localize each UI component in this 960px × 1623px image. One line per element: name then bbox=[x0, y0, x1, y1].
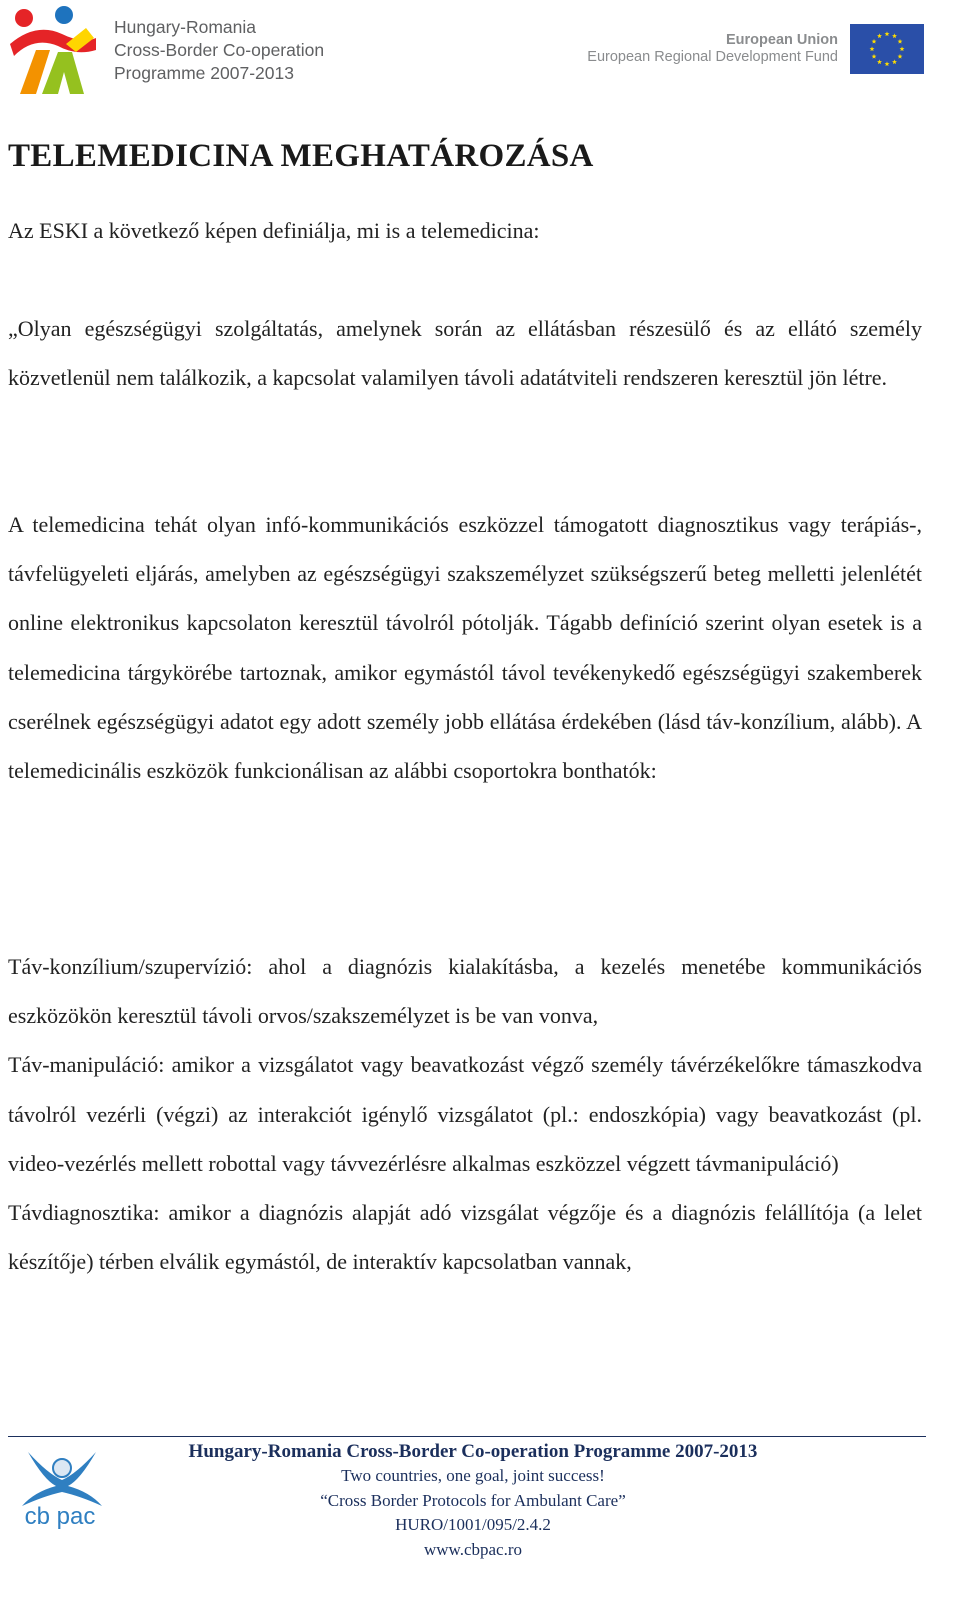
document-title: TELEMEDICINA MEGHATÁROZÁSA bbox=[8, 138, 594, 174]
cbpac-logo-text: cb pac bbox=[24, 1503, 96, 1530]
footer-divider bbox=[8, 1436, 926, 1437]
footer-url[interactable]: www.cbpac.ro bbox=[423, 1539, 523, 1559]
programme-line: Programme 2007-2013 bbox=[114, 63, 294, 83]
eu-name: European Union bbox=[726, 32, 838, 48]
category-item-telekonzilium: Táv-konzílium/szupervízió: ahol a diagnózis kialakításba, a kezelés menetébe kommunikációs eszközökön keresztül távoli orvos/szakszemélyzet is be van vonva, bbox=[8, 954, 922, 1029]
category-item-tavdiagnosztika: Távdiagnosztika: amikor a diagnózis alapját adó vizsgálat végzője és a diagnózis felállítója (a lelet készítője) térben elválik egymástól, de interaktív kapcsolatban vannak, bbox=[8, 1200, 922, 1275]
intro-text: Az ESKI a következő képen definiálja, mi is a telemedicina: bbox=[8, 218, 540, 243]
body-paragraph: A telemedicina tehát olyan infó-kommunikációs eszközzel támogatott diagnosztikus vagy terápiás-, távfelügyeleti eljárás, amelyben az egészségügyi szakszemélyzet szükségszerű beteg melletti jelenlétét online elektronikus kapcsolaton keresztül távolról pótolják. Tágabb definíció szerint olyan esetek is a telemedicina tárgykörébe tartoznak, amikor egymástól távol tevékenykedő egészségügyi szakemberek cserélnek egészségügyi adatot egy adott személy jobb ellátása érdekében (lásd táv-konzílium, alább). A telemedicinális eszközök funkcionálisan az alábbi csoportokra bonthatók: bbox=[8, 512, 922, 784]
category-item-telemanipulacio: Táv-manipuláció: amikor a vizsgálatot vagy beavatkozást végző személy távérzékelőkre támaszkodva távolról vezérli (végzi) az interakciót igénylő vizsgálatot (pl.: endoszkópia) vagy beavatkozást (pl. video-vezérlés mellett robottal vagy távvezérlésre alkalmas eszközzel végzett távmanipuláció) bbox=[8, 1052, 922, 1176]
eu-flag-icon bbox=[850, 24, 924, 74]
footer-title: Hungary-Romania Cross-Border Co-operation Programme 2007-2013 bbox=[188, 1441, 758, 1462]
eu-fund-name: European Regional Development Fund bbox=[587, 49, 838, 65]
cbpac-logo bbox=[10, 1446, 114, 1530]
footer-project: “Cross Border Protocols for Ambulant Care” bbox=[320, 1490, 626, 1510]
eu-text bbox=[587, 32, 838, 66]
programme-name bbox=[114, 16, 324, 85]
footer-text bbox=[120, 1440, 826, 1562]
eu-logo-block bbox=[564, 24, 924, 78]
programme-logo-block bbox=[6, 4, 336, 96]
programme-line: Hungary-Romania bbox=[114, 17, 257, 37]
programme-line: Cross-Border Co-operation bbox=[114, 40, 325, 60]
hungary-romania-programme-logo bbox=[6, 4, 102, 96]
footer-code: HURO/1001/095/2.4.2 bbox=[395, 1515, 551, 1534]
category-list bbox=[8, 942, 922, 1286]
definition-quote: „Olyan egészségügyi szolgáltatás, amelynek során az ellátásban részesülő és az ellátó személy közvetlenül nem találkozik, a kapcsolat valamilyen távoli adatátviteli rendszeren keresztül jön létre. bbox=[8, 316, 922, 391]
footer-slogan: Two countries, one goal, joint success! bbox=[341, 1466, 605, 1485]
